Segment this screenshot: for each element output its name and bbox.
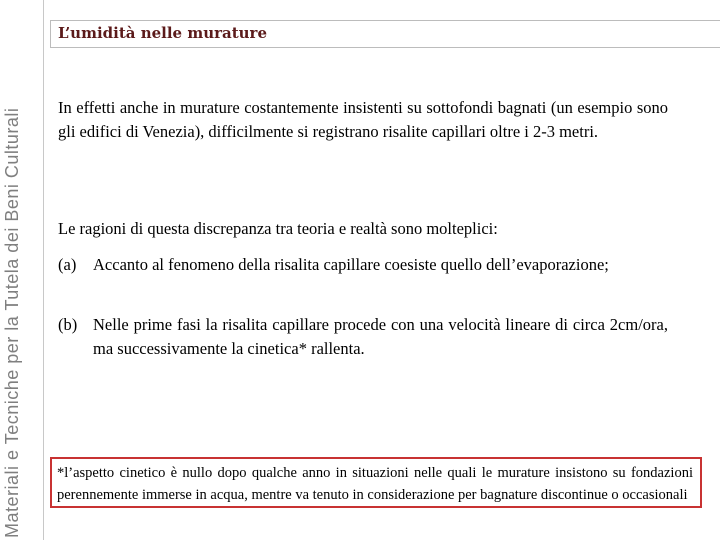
footnote-box — [50, 457, 702, 508]
list-marker: (b) — [58, 315, 78, 334]
footnote-text: *l’aspetto cinetico è nullo dopo qualche anno in situazioni nelle quali le murature insistono su fondazioni perennemente immerse in acqua, mentre va tenuto in considerazione per bagnature discontinue o occasionali — [57, 465, 693, 503]
list-item — [58, 253, 668, 277]
list-marker: (a) — [58, 255, 77, 274]
list-text: Nelle prime fasi la risalita capillare procede con una velocità lineare di circa 2cm/ora, ma successivamente la cinetica* rallenta. — [93, 315, 668, 358]
list-text: Accanto al fenomeno della risalita capillare coesiste quello dell’evaporazione; — [93, 255, 609, 274]
sidebar-divider — [43, 0, 44, 540]
list-item — [58, 313, 668, 361]
page-title: L’umidità nelle murature — [58, 24, 267, 42]
sidebar-course-label: Materiali e Tecniche per la Tutela dei Beni Culturali — [2, 107, 22, 538]
title-bar — [50, 20, 720, 48]
paragraph-reasons: Le ragioni di questa discrepanza tra teoria e realtà sono molteplici: — [58, 219, 498, 238]
paragraph-intro: In effetti anche in murature costantemente insistenti su sottofondi bagnati (un esempio sono gli edifici di Venezia), difficilmente si registrano risalite capillari oltre i 2-3 metri. — [58, 98, 668, 141]
